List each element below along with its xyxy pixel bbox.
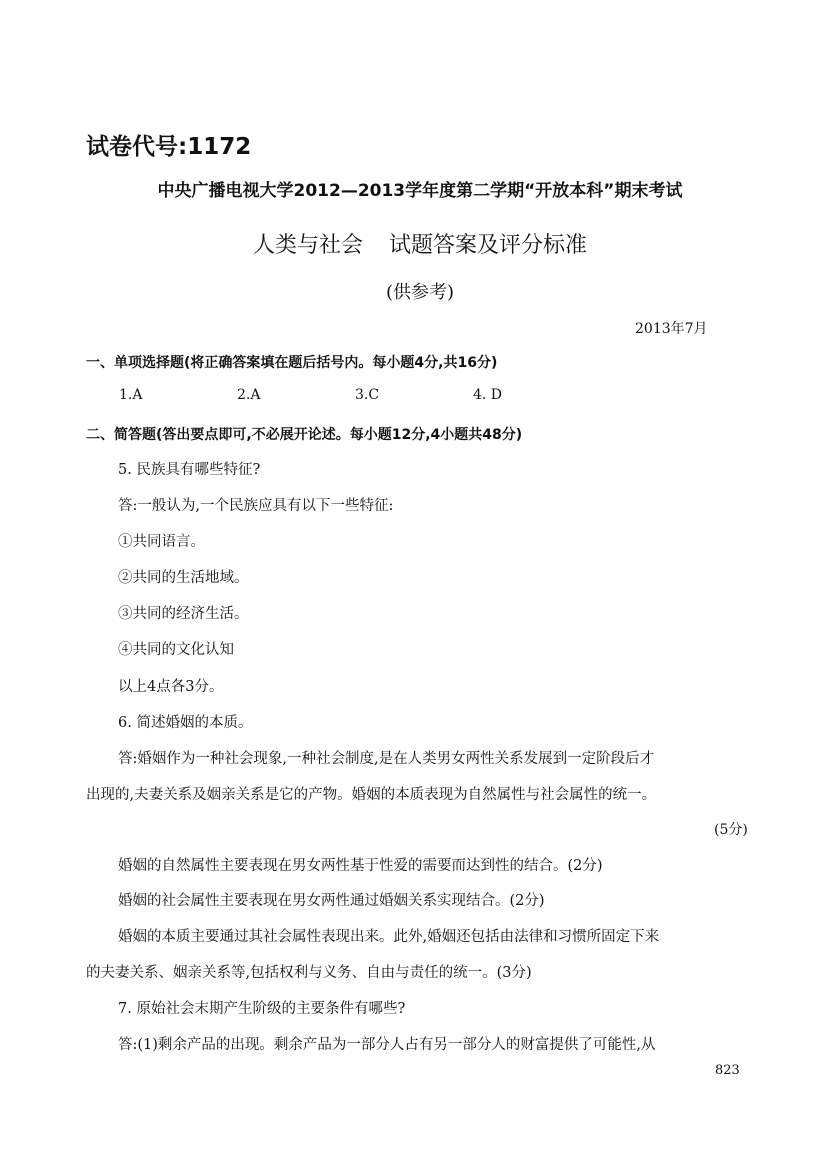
q6-natural: 婚姻的自然属性主要表现在男女两性基于性爱的需要而达到性的结合。(2分) (118, 858, 603, 874)
q6-answer-line2: 出现的,夫妻关系及姻亲关系是它的产物。婚姻的本质表现为自然属性与社会属性的统一。 (86, 787, 657, 803)
q7-answer-line1: 答:(1)剩余产品的出现。剩余产品为一部分人占有另一部分人的财富提供了可能性,从 (118, 1037, 656, 1053)
page-subtitle: (供参考) (385, 282, 455, 303)
q6-essence-line1: 婚姻的本质主要通过其社会属性表现出来。此外,婚姻还包括由法律和习惯所固定下来 (118, 929, 660, 945)
q5-point-1: ①共同语言。 (118, 534, 205, 550)
answer-4: 4. D (473, 387, 503, 403)
q5-scoring: 以上4点各3分。 (118, 679, 224, 695)
answer-2: 2.A (237, 387, 261, 403)
exam-header: 中央广播电视大学2012—2013学年度第二学期“开放本科”期末考试 (157, 181, 683, 201)
section1-heading: 一、单项选择题(将正确答案填在题后括号内。每小题4分,共16分) (86, 355, 498, 371)
q6-social: 婚姻的社会属性主要表现在男女两性通过婚姻关系实现结合。(2分) (118, 893, 545, 909)
page-title (0, 228, 840, 259)
q5-point-2: ②共同的生活地域。 (118, 570, 249, 586)
q5-answer-intro: 答:一般认为,一个民族应具有以下一些特征: (118, 498, 394, 514)
answer-1: 1.A (119, 387, 143, 403)
q5-point-4: ④共同的文化认知 (118, 642, 234, 658)
page-number: 823 (715, 1063, 740, 1078)
q5-point-3: ③共同的经济生活。 (118, 606, 249, 622)
answer-3: 3.C (355, 387, 380, 403)
q6-question: 6. 简述婚姻的本质。 (118, 715, 253, 731)
section2-heading: 二、简答题(答出要点即可,不必展开论述。每小题12分,4小题共48分) (86, 427, 523, 443)
exam-date: 2013年7月 (635, 321, 708, 337)
q5-question: 5. 民族具有哪些特征? (118, 462, 261, 478)
document-name: 试题答案及评分标准 (389, 233, 588, 258)
q7-question: 7. 原始社会末期产生阶级的主要条件有哪些? (118, 1001, 406, 1017)
exam-code: 试卷代号:1172 (86, 134, 252, 160)
course-name: 人类与社会 (252, 233, 363, 258)
q6-essence-line2: 的夫妻关系、姻亲关系等,包括权利与义务、自由与责任的统一。(3分) (86, 965, 532, 981)
q6-answer-line1: 答:婚姻作为一种社会现象,一种社会制度,是在人类男女两性关系发展到一定阶段后才 (118, 751, 655, 767)
q6-answer-score: (5分) (714, 822, 748, 838)
